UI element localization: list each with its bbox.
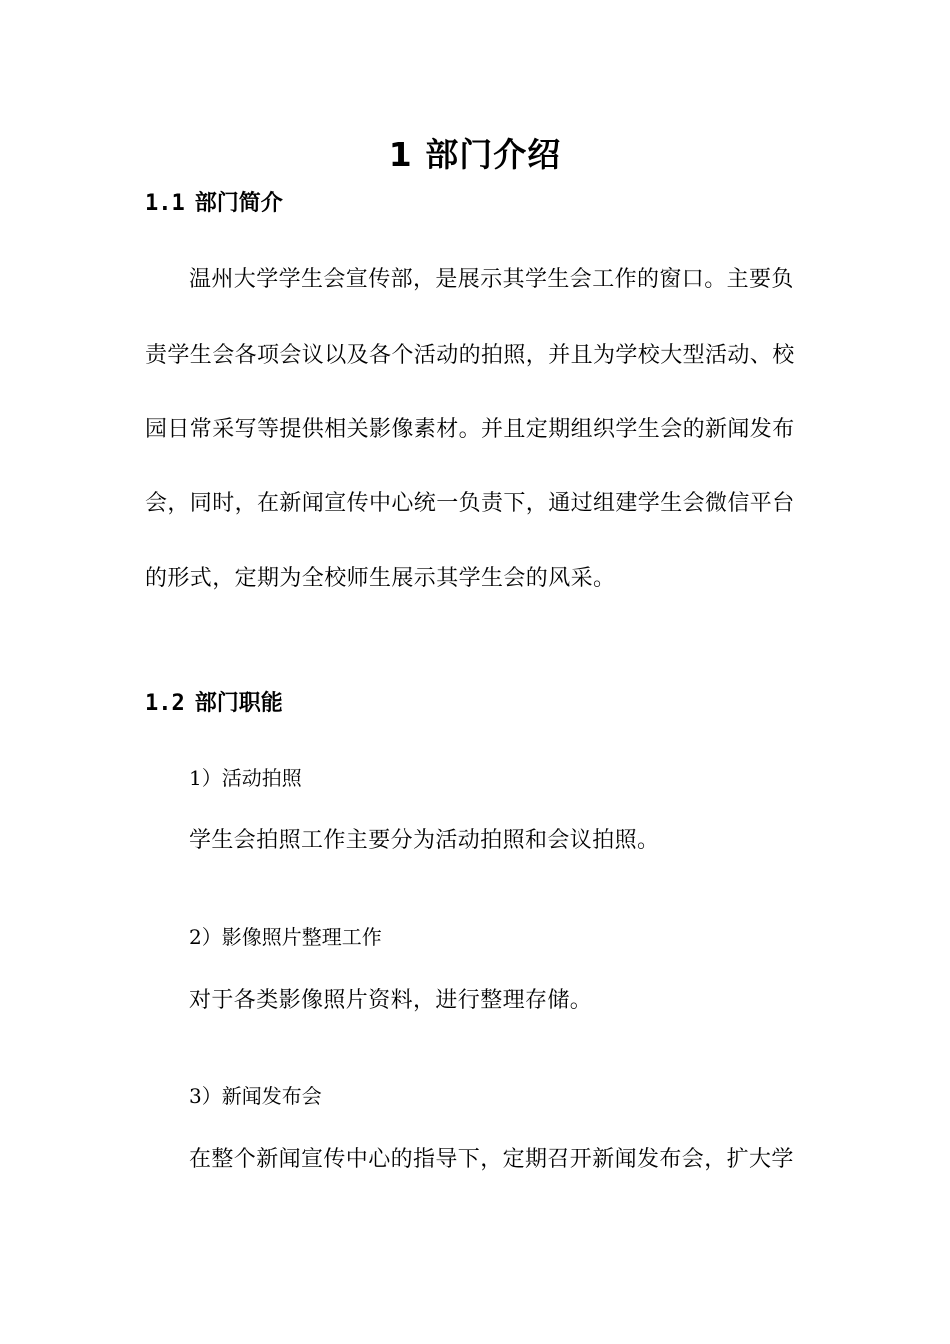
function-item-text: 学生会拍照工作主要分为活动拍照和会议拍照。: [189, 828, 660, 853]
section-title: 部门简介: [194, 191, 283, 216]
paragraph-line: 的形式，定期为全校师生展示其学生会的风采。: [145, 566, 616, 591]
paragraph-line: 园日常采写等提供相关影像素材。并且定期组织学生会的新闻发布: [145, 417, 795, 442]
function-item-title: 2）影像照片整理工作: [189, 925, 382, 949]
section-heading-1-1: [145, 186, 283, 217]
chapter-title: 1 部门介绍: [388, 135, 562, 174]
function-item-text: 对于各类影像照片资料，进行整理存储。: [189, 988, 593, 1013]
paragraph-line: 温州大学学生会宣传部，是展示其学生会工作的窗口。主要负: [189, 267, 794, 292]
section-number: 1.2: [145, 691, 185, 716]
section-heading-1-2: [145, 686, 283, 717]
section-title: 部门职能: [194, 691, 283, 716]
section-number: 1.1: [145, 191, 185, 216]
function-item-title: 3）新闻发布会: [189, 1084, 322, 1108]
paragraph-line: 责学生会各项会议以及各个活动的拍照，并且为学校大型活动、校: [145, 343, 795, 368]
paragraph-line: 会，同时，在新闻宣传中心统一负责下，通过组建学生会微信平台: [145, 491, 795, 516]
function-item-text: 在整个新闻宣传中心的指导下，定期召开新闻发布会，扩大学: [189, 1147, 794, 1172]
function-item-title: 1）活动拍照: [189, 766, 302, 790]
